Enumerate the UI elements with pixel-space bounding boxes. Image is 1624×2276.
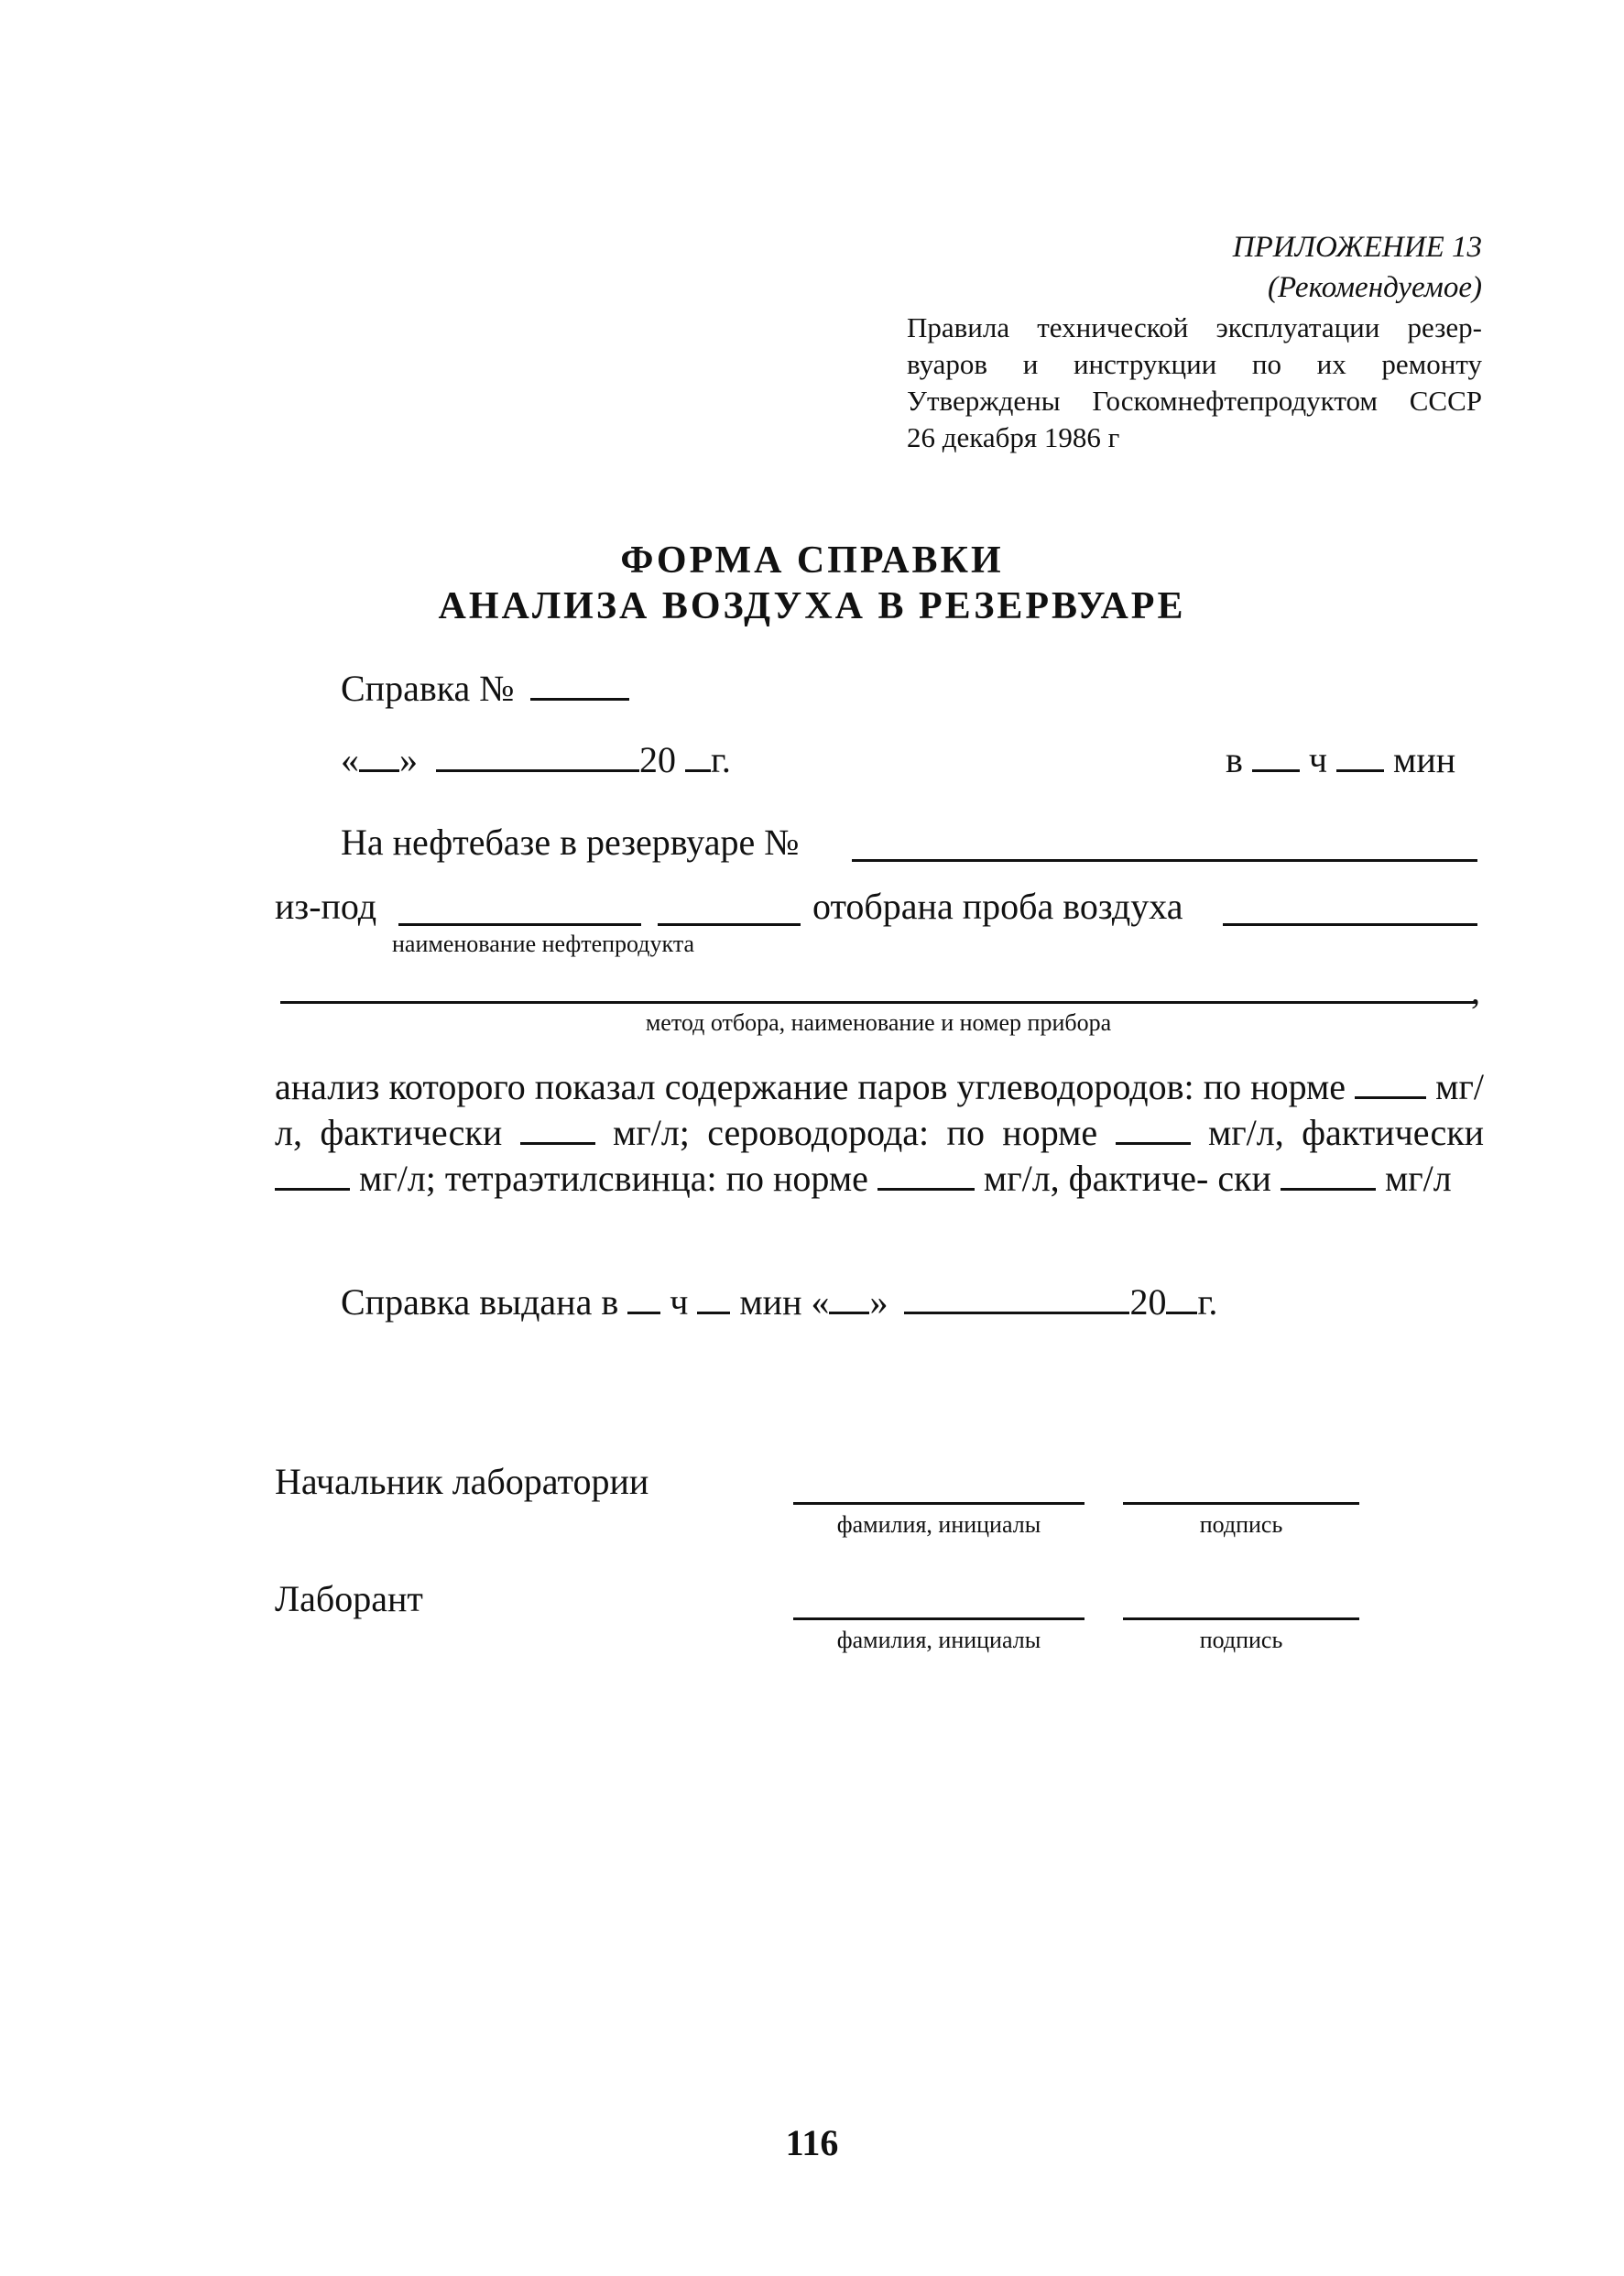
month-blank[interactable]: [436, 740, 639, 772]
quote-open: «: [341, 739, 359, 780]
tank-label: На нефтебазе в резервуаре №: [341, 822, 800, 863]
head-of-lab-label: Начальник лаборатории: [275, 1461, 649, 1502]
header-line-1: Правила технической эксплуатации резер-: [907, 311, 1482, 343]
hour-blank[interactable]: [1252, 740, 1300, 772]
lab-assistant-name-blank[interactable]: [793, 1617, 1084, 1620]
hydrocarbons-norm-blank[interactable]: [1355, 1067, 1426, 1099]
form-title-line-1: ФОРМА СПРАВКИ: [620, 539, 1004, 582]
analysis-text-5: фактически: [1302, 1112, 1485, 1153]
date-row: [341, 738, 731, 781]
page-number: 116: [785, 2122, 839, 2163]
lab-assistant-label: Лаборант: [275, 1578, 423, 1619]
tel-actual-blank[interactable]: [1281, 1159, 1376, 1191]
analysis-text-6: мг/л; тетраэтилсвинца: по норме: [359, 1158, 868, 1199]
hour-label: ч: [1308, 739, 1328, 780]
time-at-label: в: [1226, 739, 1243, 780]
quote-close: »: [399, 739, 418, 780]
analysis-text-3: мг/л; сероводорода: по норме: [613, 1112, 1098, 1153]
header-line-3: Утверждены Госкомнефтепродуктом СССР: [907, 385, 1482, 417]
from-under-label: из-под: [275, 886, 377, 927]
issued-label: Справка выдана в: [341, 1281, 619, 1323]
method-blank[interactable]: [280, 1001, 1477, 1004]
analysis-paragraph: [275, 1064, 1484, 1202]
tank-row: [341, 821, 799, 864]
spravka-number-label: Справка №: [341, 668, 515, 709]
issued-year-suffix: г.: [1197, 1281, 1218, 1323]
issued-quote-close: »: [869, 1281, 888, 1323]
time-row: [1226, 738, 1455, 781]
issued-year-blank[interactable]: [1166, 1282, 1197, 1314]
recommended-label: (Рекомендуемое): [1267, 271, 1482, 304]
product-blank-1[interactable]: [398, 923, 641, 926]
head-of-lab-name-caption: фамилия, инициалы: [836, 1511, 1041, 1538]
issued-month-blank[interactable]: [904, 1282, 1129, 1314]
issued-year-prefix: 20: [1129, 1281, 1167, 1323]
minutes-label: мин: [1393, 739, 1456, 780]
issued-day-blank[interactable]: [829, 1282, 869, 1314]
issued-hour-blank[interactable]: [627, 1282, 660, 1314]
minute-blank[interactable]: [1336, 740, 1384, 772]
analysis-text-8: ски: [1217, 1158, 1271, 1199]
year-suffix: г.: [711, 739, 731, 780]
issued-minute-blank[interactable]: [697, 1282, 730, 1314]
head-of-lab-signature-blank[interactable]: [1123, 1502, 1359, 1505]
method-comma: ,: [1471, 970, 1480, 1011]
issued-hour-label: ч: [670, 1281, 689, 1323]
sample-blank[interactable]: [1223, 923, 1477, 926]
spravka-number-row: [341, 667, 629, 710]
lab-assistant-signature-blank[interactable]: [1123, 1617, 1359, 1620]
issued-row: [341, 1280, 1217, 1323]
method-caption: метод отбора, наименование и номер прибора: [645, 1009, 1112, 1036]
sample-taken-label: отобрана проба воздуха: [812, 886, 1183, 927]
form-title-line-2: АНАЛИЗА ВОЗДУХА В РЕЗЕРВУАРЕ: [438, 585, 1186, 627]
year-prefix: 20: [639, 739, 676, 780]
product-caption: наименование нефтепродукта: [392, 931, 695, 957]
hydrocarbons-actual-blank[interactable]: [520, 1113, 595, 1145]
year-blank[interactable]: [685, 740, 711, 772]
analysis-text-7: мг/л, фактиче-: [983, 1158, 1209, 1199]
analysis-text-2: мг/л, фактически: [275, 1066, 1484, 1153]
analysis-text-9: мг/л: [1384, 1158, 1452, 1199]
h2s-norm-blank[interactable]: [1116, 1113, 1191, 1145]
spravka-number-blank[interactable]: [530, 669, 629, 701]
head-of-lab-name-blank[interactable]: [793, 1502, 1084, 1505]
lab-assistant-name-caption: фамилия, инициалы: [836, 1627, 1041, 1653]
day-blank[interactable]: [359, 740, 399, 772]
product-blank-2[interactable]: [658, 923, 801, 926]
head-of-lab-signature-caption: подпись: [1199, 1511, 1283, 1538]
header-line-4: 26 декабря 1986 г: [907, 421, 1120, 453]
lab-assistant-signature-caption: подпись: [1199, 1627, 1283, 1653]
appendix-label: ПРИЛОЖЕНИЕ 13: [1232, 231, 1482, 264]
tel-norm-blank[interactable]: [877, 1159, 975, 1191]
h2s-actual-blank[interactable]: [275, 1159, 350, 1191]
analysis-text-4: мг/л,: [1207, 1112, 1284, 1153]
tank-blank[interactable]: [852, 859, 1477, 862]
header-line-2: вуаров и инструкции по их ремонту: [907, 348, 1482, 380]
analysis-text-1: анализ которого показал содержание паров углеводородов: по норме: [275, 1066, 1346, 1107]
issued-minutes-label: мин: [739, 1281, 802, 1323]
issued-quote-open: «: [811, 1281, 830, 1323]
